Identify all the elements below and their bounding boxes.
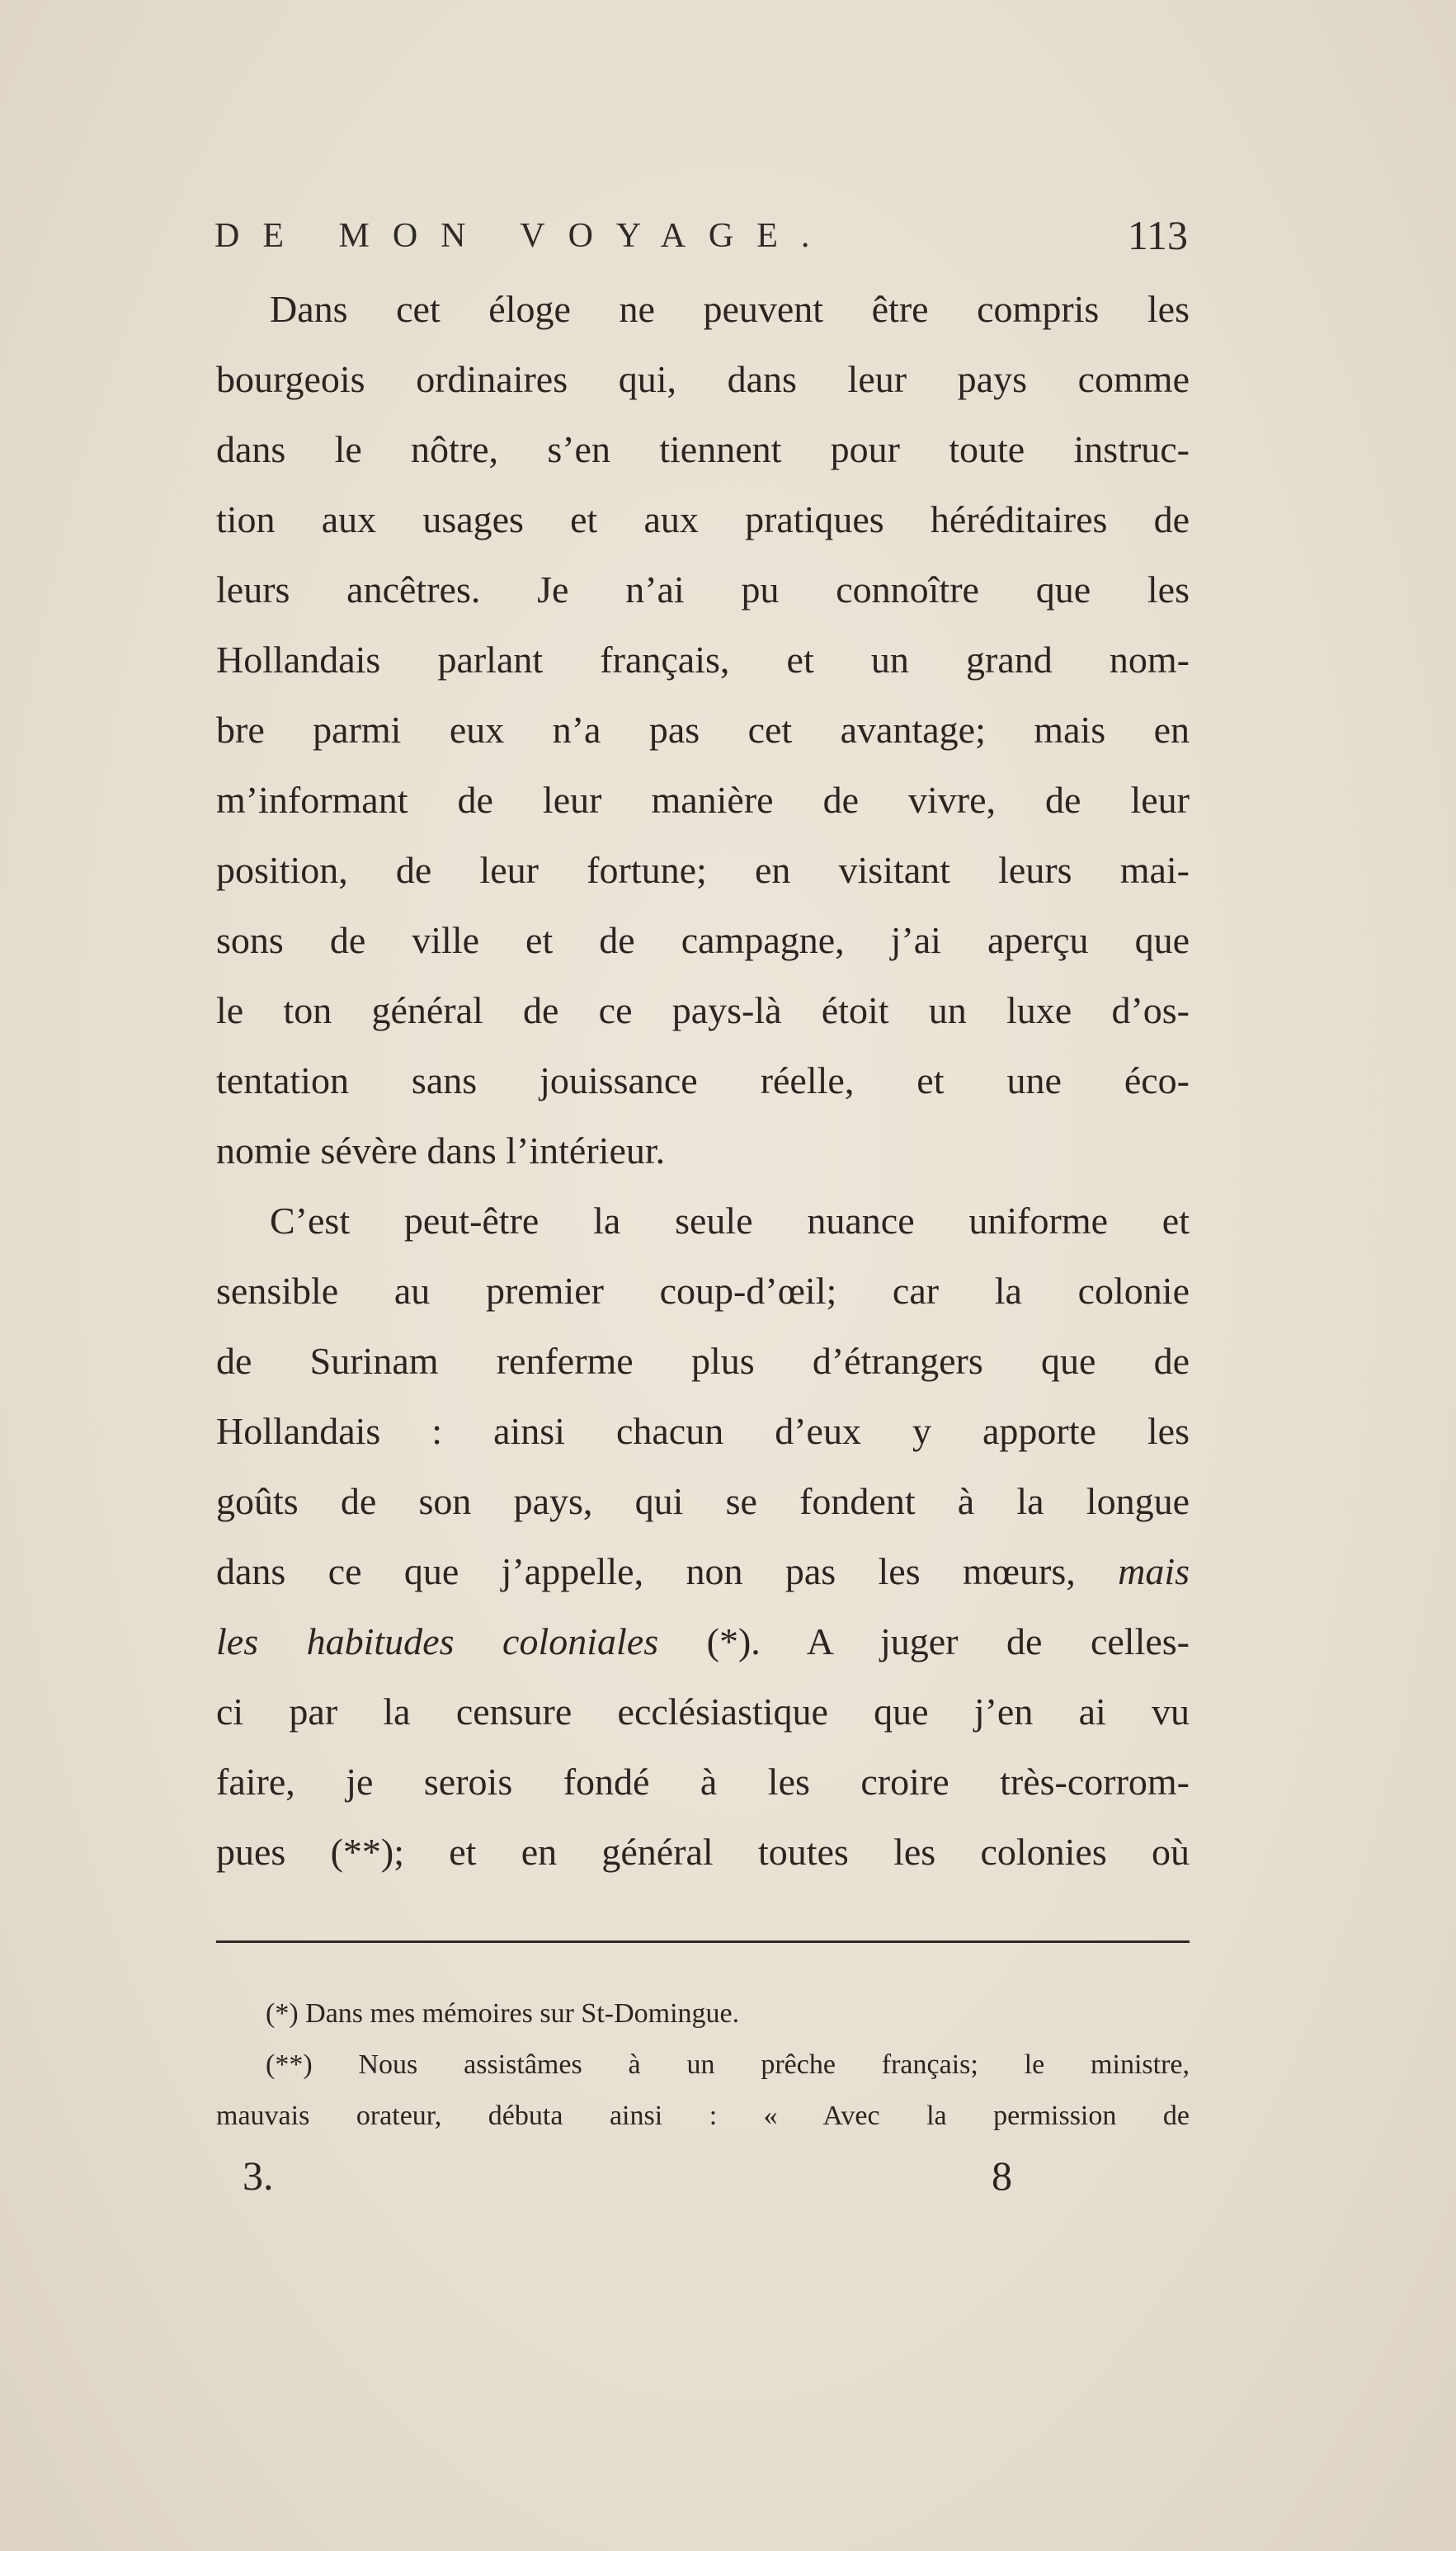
text-line: Hollandais : ainsi chacun d’eux y apporte les <box>216 1410 1190 1452</box>
volume-number: 3. <box>243 2153 274 2199</box>
italic-phrase: mais <box>1118 1550 1190 1592</box>
footnote-1: (*) Dans mes mémoires sur St-Domingue. <box>266 1998 740 2029</box>
footnote-rule <box>216 1940 1190 1943</box>
text-line: sons de ville et de campagne, j’ai aperçu que <box>216 919 1190 961</box>
text-line: m’informant de leur manière de vivre, de leur <box>216 779 1190 821</box>
text-line: C’est peut-être la seule nuance uniforme et <box>270 1200 1190 1242</box>
main-text <box>216 274 1190 1887</box>
signature-mark: 8 <box>992 2153 1012 2199</box>
text-line: bourgeois ordinaires qui, dans leur pays comme <box>216 358 1190 400</box>
text-line: nomie sévère dans l’intérieur. <box>216 1129 666 1172</box>
text-line: tentation sans jouissance réelle, et une éco- <box>216 1059 1190 1101</box>
text-line: leurs ancêtres. Je n’ai pu connoître que les <box>216 568 1190 611</box>
footnotes <box>216 1988 1190 2142</box>
text-segment: (*). A juger de celles- <box>706 1620 1190 1662</box>
printer-signature <box>216 2152 1190 2218</box>
text-line: bre parmi eux n’a pas cet avantage; mais en <box>216 709 1190 751</box>
text-line: ci par la censure ecclésiastique que j’en ai vu <box>216 1690 1190 1733</box>
text-line-with-italic <box>216 1606 1190 1676</box>
page-number: 113 <box>1127 212 1188 258</box>
text-line: Dans cet éloge ne peuvent être compris les <box>270 288 1190 330</box>
text-line: goûts de son pays, qui se fondent à la longue <box>216 1480 1190 1522</box>
italic-phrase: les habitudes coloniales <box>216 1620 659 1662</box>
footnote-2-line-1: (**) Nous assistâmes à un prêche français; le ministre, <box>266 2049 1190 2080</box>
text-line: le ton général de ce pays-là étoit un luxe d’os- <box>216 989 1190 1031</box>
text-line: dans le nôtre, s’en tiennent pour toute instruc- <box>216 428 1190 470</box>
text-line: position, de leur fortune; en visitant leurs mai- <box>216 849 1190 891</box>
text-line: sensible au premier coup-d’œil; car la colonie <box>216 1270 1190 1312</box>
page-header <box>214 212 1188 274</box>
text-line: pues (**); et en général toutes les colonies où <box>216 1831 1190 1873</box>
footnote-2-line-2: mauvais orateur, débuta ainsi : « Avec la permission de <box>216 2101 1190 2131</box>
text-line: de Surinam renferme plus d’étrangers que de <box>216 1340 1190 1382</box>
text-line: Hollandais parlant français, et un grand nom- <box>216 639 1190 681</box>
running-title: DE MON VOYAGE. <box>214 217 833 255</box>
text-segment: dans ce que j’appelle, non pas les mœurs, <box>216 1550 1076 1592</box>
text-line: tion aux usages et aux pratiques héréditaires de <box>216 498 1190 540</box>
text-line: faire, je serois fondé à les croire très-corrom- <box>216 1761 1190 1803</box>
text-line-with-italic <box>216 1536 1190 1606</box>
